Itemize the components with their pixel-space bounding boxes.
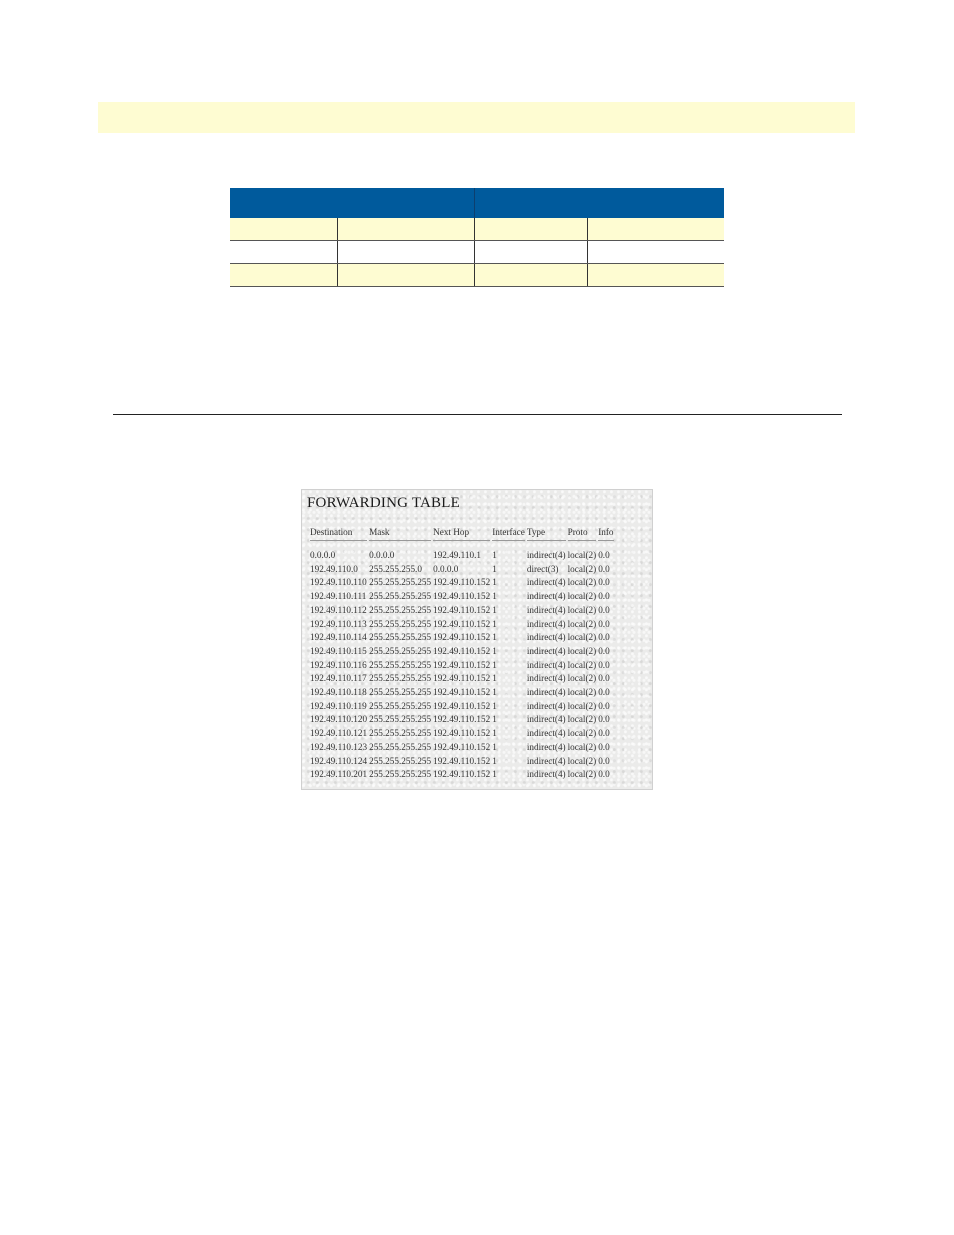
cell-info: 0.0 bbox=[598, 591, 610, 602]
cell-mask: 255.255.255.255 bbox=[369, 700, 432, 711]
cell-type: indirect(4) bbox=[526, 687, 566, 698]
cell-interface: 1 bbox=[492, 577, 497, 588]
legend-cell bbox=[337, 218, 474, 241]
cell-proto: local(2) bbox=[567, 714, 597, 725]
cell-mask: 255.255.255.255 bbox=[369, 714, 432, 725]
cell-info: 0.0 bbox=[598, 741, 610, 752]
cell-info: 0.0 bbox=[598, 618, 610, 629]
table-row bbox=[310, 604, 614, 618]
table-row bbox=[310, 576, 614, 590]
cell-interface: 1 bbox=[492, 728, 497, 739]
cell-destination: 192.49.110.0 bbox=[310, 563, 358, 574]
cell-proto: local(2) bbox=[567, 563, 597, 574]
cell-proto: local(2) bbox=[567, 673, 597, 684]
cell-type: indirect(4) bbox=[526, 755, 566, 766]
cell-mask: 255.255.255.255 bbox=[369, 577, 432, 588]
cell-mask: 255.255.255.255 bbox=[369, 618, 432, 629]
cell-proto: local(2) bbox=[567, 769, 597, 780]
cell-type: indirect(4) bbox=[526, 673, 566, 684]
cell-mask: 255.255.255.255 bbox=[369, 687, 432, 698]
legend-header-cell bbox=[474, 188, 724, 218]
cell-info: 0.0 bbox=[598, 728, 610, 739]
cell-destination: 0.0.0.0 bbox=[310, 550, 336, 560]
cell-mask: 255.255.255.255 bbox=[369, 591, 432, 602]
legend-cell bbox=[587, 264, 724, 287]
table-row bbox=[310, 645, 614, 659]
column-header-type: Type bbox=[527, 526, 566, 541]
table-row bbox=[310, 768, 614, 782]
cell-next-hop: 192.49.110.1 bbox=[433, 550, 482, 560]
column-header-mask: Mask bbox=[369, 526, 431, 541]
cell-mask: 255.255.255.255 bbox=[369, 673, 432, 684]
cell-interface: 1 bbox=[492, 673, 497, 684]
section-divider bbox=[113, 414, 842, 415]
cell-next-hop: 192.49.110.152 bbox=[433, 659, 491, 670]
legend-cell bbox=[230, 264, 337, 287]
cell-interface: 1 bbox=[492, 645, 497, 656]
forwarding-table-title: FORWARDING TABLE bbox=[307, 495, 460, 511]
cell-next-hop: 192.49.110.152 bbox=[433, 604, 491, 615]
cell-proto: local(2) bbox=[567, 632, 597, 643]
legend-cell bbox=[337, 264, 474, 287]
legend-table bbox=[230, 188, 724, 287]
cell-mask: 0.0.0.0 bbox=[369, 550, 395, 560]
legend-cell bbox=[587, 218, 724, 241]
column-header-proto: Proto bbox=[568, 526, 597, 541]
cell-info: 0.0 bbox=[598, 550, 610, 560]
legend-row bbox=[230, 264, 724, 287]
cell-destination: 192.49.110.113 bbox=[310, 618, 367, 629]
forwarding-table bbox=[308, 526, 616, 782]
cell-proto: local(2) bbox=[567, 645, 597, 656]
cell-info: 0.0 bbox=[598, 700, 610, 711]
cell-interface: 1 bbox=[492, 550, 497, 560]
cell-info: 0.0 bbox=[598, 563, 610, 574]
table-row bbox=[310, 741, 614, 755]
cell-type: indirect(4) bbox=[526, 550, 566, 560]
legend-table-header bbox=[230, 188, 724, 218]
cell-next-hop: 0.0.0.0 bbox=[433, 563, 459, 574]
cell-next-hop: 192.49.110.152 bbox=[433, 755, 491, 766]
cell-interface: 1 bbox=[492, 563, 497, 574]
legend-cell bbox=[474, 218, 587, 241]
table-row bbox=[310, 618, 614, 632]
cell-type: indirect(4) bbox=[526, 700, 566, 711]
cell-next-hop: 192.49.110.152 bbox=[433, 728, 491, 739]
forwarding-table-header-row bbox=[310, 526, 614, 541]
table-row bbox=[310, 659, 614, 673]
cell-proto: local(2) bbox=[567, 728, 597, 739]
cell-interface: 1 bbox=[492, 659, 497, 670]
table-row bbox=[310, 541, 614, 563]
cell-interface: 1 bbox=[492, 618, 497, 629]
cell-type: indirect(4) bbox=[526, 632, 566, 643]
cell-proto: local(2) bbox=[567, 755, 597, 766]
cell-proto: local(2) bbox=[567, 618, 597, 629]
cell-destination: 192.49.110.201 bbox=[310, 769, 368, 780]
cell-mask: 255.255.255.255 bbox=[369, 659, 432, 670]
cell-proto: local(2) bbox=[567, 577, 597, 588]
table-row bbox=[310, 672, 614, 686]
cell-proto: local(2) bbox=[567, 687, 597, 698]
cell-type: indirect(4) bbox=[526, 618, 566, 629]
cell-mask: 255.255.255.255 bbox=[369, 645, 432, 656]
cell-mask: 255.255.255.255 bbox=[369, 769, 432, 780]
cell-destination: 192.49.110.110 bbox=[310, 577, 367, 588]
cell-destination: 192.49.110.124 bbox=[310, 755, 368, 766]
cell-next-hop: 192.49.110.152 bbox=[433, 632, 491, 643]
cell-info: 0.0 bbox=[598, 687, 610, 698]
cell-interface: 1 bbox=[492, 700, 497, 711]
cell-info: 0.0 bbox=[598, 755, 610, 766]
cell-mask: 255.255.255.255 bbox=[369, 632, 432, 643]
cell-proto: local(2) bbox=[567, 741, 597, 752]
cell-destination: 192.49.110.118 bbox=[310, 687, 367, 698]
cell-type: indirect(4) bbox=[526, 604, 566, 615]
table-row bbox=[310, 563, 614, 577]
cell-mask: 255.255.255.255 bbox=[369, 755, 432, 766]
cell-next-hop: 192.49.110.152 bbox=[433, 577, 491, 588]
cell-destination: 192.49.110.117 bbox=[310, 673, 367, 684]
cell-interface: 1 bbox=[492, 591, 497, 602]
cell-destination: 192.49.110.116 bbox=[310, 659, 367, 670]
cell-interface: 1 bbox=[492, 687, 497, 698]
cell-next-hop: 192.49.110.152 bbox=[433, 741, 491, 752]
cell-destination: 192.49.110.114 bbox=[310, 632, 367, 643]
cell-info: 0.0 bbox=[598, 577, 610, 588]
cell-type: indirect(4) bbox=[526, 741, 566, 752]
table-row bbox=[310, 713, 614, 727]
table-row bbox=[310, 727, 614, 741]
cell-proto: local(2) bbox=[567, 550, 597, 560]
legend-row bbox=[230, 218, 724, 241]
cell-interface: 1 bbox=[492, 604, 497, 615]
cell-type: indirect(4) bbox=[526, 728, 566, 739]
cell-destination: 192.49.110.119 bbox=[310, 700, 367, 711]
legend-cell bbox=[230, 218, 337, 241]
table-row bbox=[310, 755, 614, 769]
cell-interface: 1 bbox=[492, 632, 497, 643]
cell-mask: 255.255.255.255 bbox=[369, 728, 432, 739]
legend-cell bbox=[587, 241, 724, 264]
legend-cell bbox=[474, 241, 587, 264]
cell-info: 0.0 bbox=[598, 673, 610, 684]
cell-interface: 1 bbox=[492, 755, 497, 766]
cell-destination: 192.49.110.111 bbox=[310, 591, 367, 602]
cell-type: indirect(4) bbox=[526, 591, 566, 602]
cell-info: 0.0 bbox=[598, 714, 610, 725]
cell-next-hop: 192.49.110.152 bbox=[433, 618, 491, 629]
cell-info: 0.0 bbox=[598, 632, 610, 643]
cell-mask: 255.255.255.0 bbox=[369, 563, 422, 574]
cell-mask: 255.255.255.255 bbox=[369, 604, 432, 615]
cell-type: indirect(4) bbox=[526, 645, 566, 656]
cell-type: direct(3) bbox=[526, 563, 559, 574]
cell-proto: local(2) bbox=[567, 604, 597, 615]
table-row bbox=[310, 590, 614, 604]
cell-next-hop: 192.49.110.152 bbox=[433, 687, 491, 698]
cell-info: 0.0 bbox=[598, 604, 610, 615]
cell-info: 0.0 bbox=[598, 659, 610, 670]
cell-next-hop: 192.49.110.152 bbox=[433, 714, 491, 725]
cell-type: indirect(4) bbox=[526, 769, 566, 780]
cell-destination: 192.49.110.112 bbox=[310, 604, 367, 615]
table-row bbox=[310, 631, 614, 645]
legend-cell bbox=[474, 264, 587, 287]
cell-type: indirect(4) bbox=[526, 659, 566, 670]
legend-row bbox=[230, 241, 724, 264]
cell-interface: 1 bbox=[492, 741, 497, 752]
table-row bbox=[310, 686, 614, 700]
cell-interface: 1 bbox=[492, 714, 497, 725]
cell-destination: 192.49.110.123 bbox=[310, 741, 368, 752]
cell-destination: 192.49.110.121 bbox=[310, 728, 368, 739]
cell-destination: 192.49.110.115 bbox=[310, 645, 367, 656]
cell-proto: local(2) bbox=[567, 700, 597, 711]
cell-destination: 192.49.110.120 bbox=[310, 714, 368, 725]
cell-next-hop: 192.49.110.152 bbox=[433, 673, 491, 684]
header-band bbox=[98, 102, 855, 133]
cell-type: indirect(4) bbox=[526, 577, 566, 588]
cell-info: 0.0 bbox=[598, 645, 610, 656]
cell-next-hop: 192.49.110.152 bbox=[433, 645, 491, 656]
column-header-destination: Destination bbox=[310, 526, 367, 541]
table-row bbox=[310, 700, 614, 714]
column-header-next-hop: Next Hop bbox=[433, 526, 490, 541]
forwarding-table-screenshot bbox=[301, 489, 653, 790]
cell-next-hop: 192.49.110.152 bbox=[433, 769, 491, 780]
cell-proto: local(2) bbox=[567, 659, 597, 670]
column-header-info: Info bbox=[598, 526, 613, 541]
cell-type: indirect(4) bbox=[526, 714, 566, 725]
legend-cell bbox=[230, 241, 337, 264]
cell-interface: 1 bbox=[492, 769, 497, 780]
cell-next-hop: 192.49.110.152 bbox=[433, 700, 491, 711]
cell-info: 0.0 bbox=[598, 769, 610, 780]
cell-proto: local(2) bbox=[567, 591, 597, 602]
column-header-interface: Interface bbox=[492, 526, 525, 541]
cell-next-hop: 192.49.110.152 bbox=[433, 591, 491, 602]
legend-header-cell bbox=[230, 188, 474, 218]
legend-cell bbox=[337, 241, 474, 264]
cell-mask: 255.255.255.255 bbox=[369, 741, 432, 752]
